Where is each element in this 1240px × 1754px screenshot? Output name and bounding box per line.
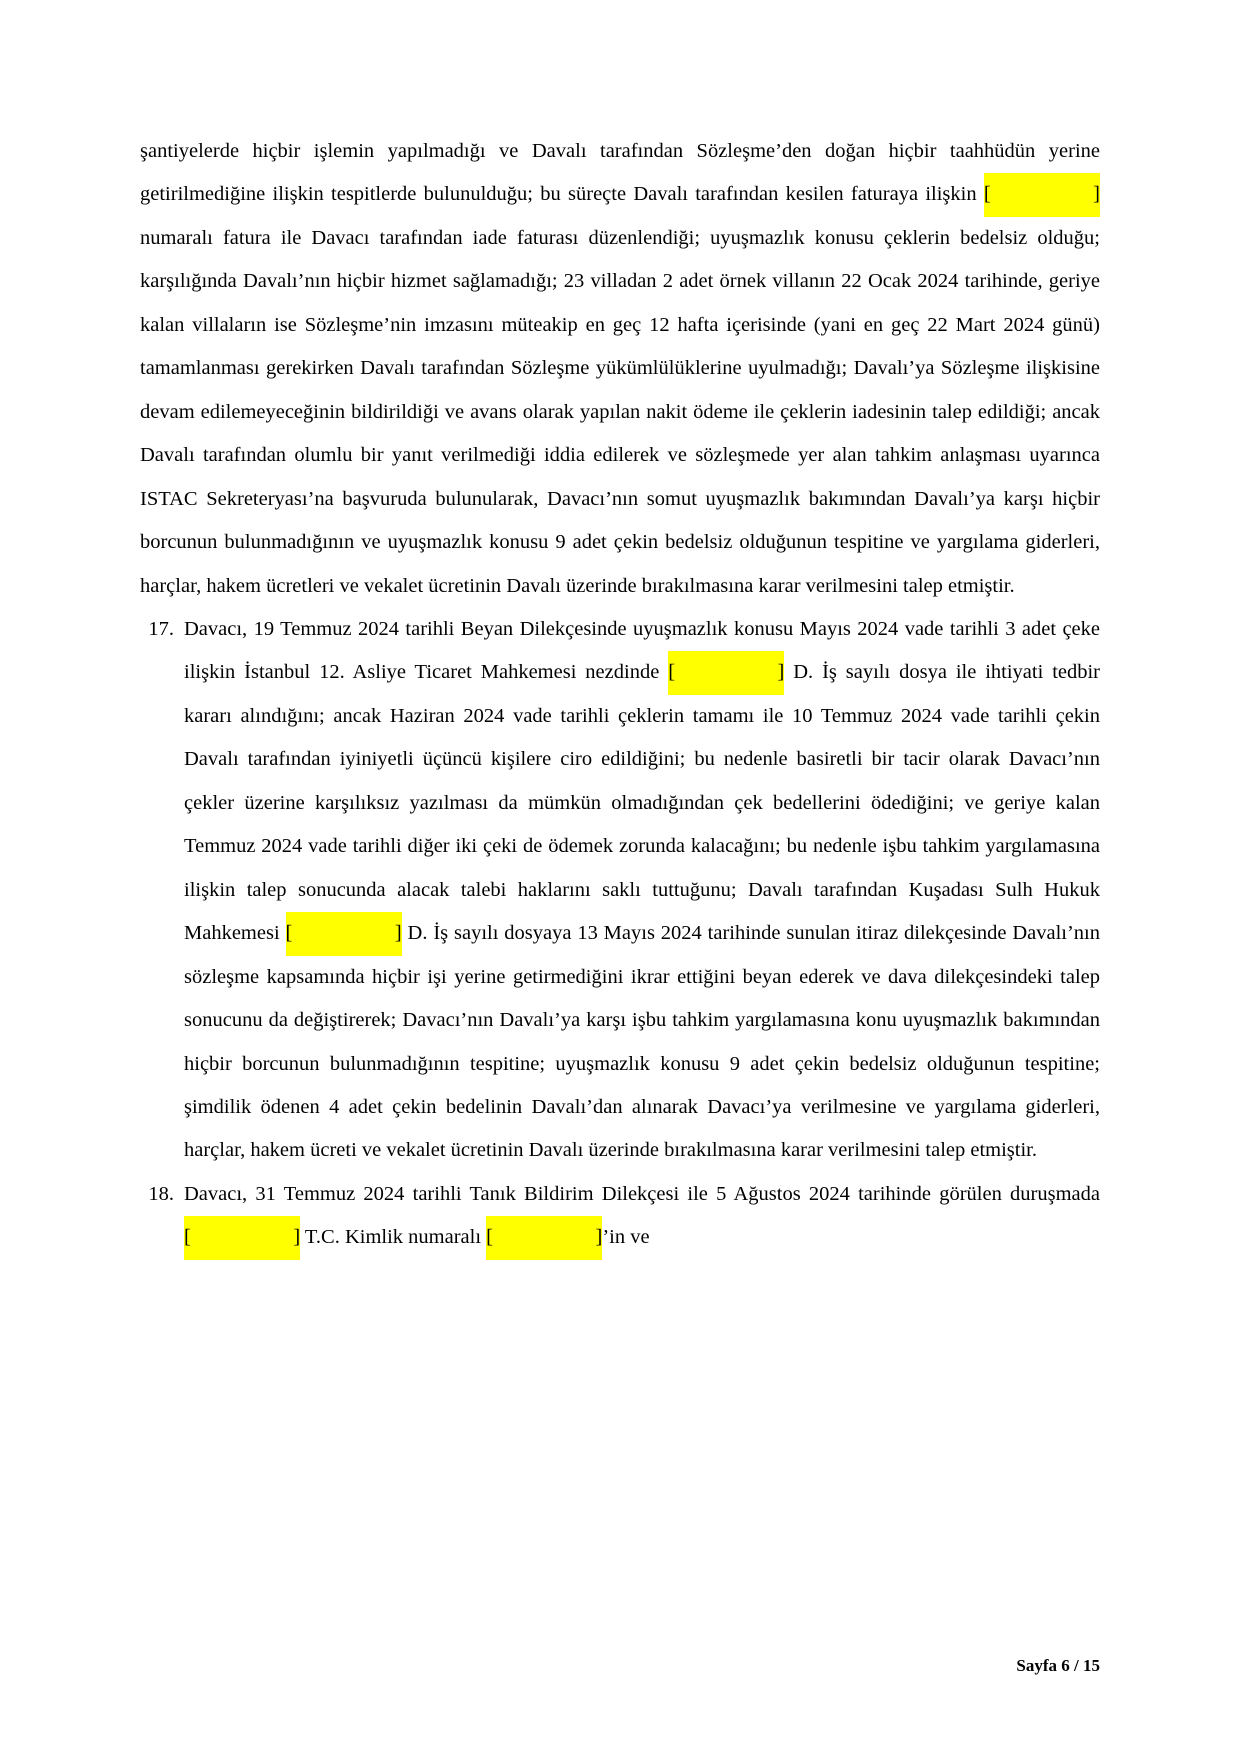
redacted-field-case-number-kusadasi: [ ] — [286, 912, 402, 955]
redacted-field-case-number-istanbul: [ ] — [668, 651, 784, 694]
list-item-18-number: 18. — [148, 1182, 174, 1205]
page-footer: Sayfa 6 / 15 — [1016, 1656, 1100, 1675]
paragraph-continuation-text-part1: şantiyelerde hiçbir işlemin yapılmadığı ve Davalı tarafından Sözleşme’den doğan hiçbir taahhüdün yerine getirilmediğine ilişkin tespitlerde bulunulduğu; bu süreçte Davalı tarafından kesilen faturaya ilişkin — [140, 140, 1100, 206]
list-item-17-part1: Davacı, 19 Temmuz 2024 tarihli Beyan Dilekçesinde uyuşmazlık konusu Mayıs 2024 vade tarihli 3 adet çeke ilişkin İstanbul 12. Asliye Ticaret Mahkemesi nezdinde — [184, 617, 1100, 684]
list-item-17-text — [184, 608, 1100, 1173]
document-body — [140, 130, 1100, 1260]
list-item-18-text — [184, 1173, 1100, 1260]
redacted-field-invoice-number: [ ] — [984, 173, 1100, 216]
redacted-field-national-id: [ ] — [184, 1216, 300, 1259]
list-item-18-part1: Davacı, 31 Temmuz 2024 tarihli Tanık Bildirim Dilekçesi ile 5 Ağustos 2024 tarihinde görülen duruşmada — [184, 1182, 1100, 1205]
list-item-18-part2: T.C. Kimlik numaralı — [300, 1226, 487, 1249]
list-item-17 — [140, 608, 1100, 1173]
list-item-18 — [140, 1173, 1100, 1260]
list-item-18-part3: ’in ve — [602, 1226, 650, 1249]
list-item-17-part2: D. İş sayılı dosya ile ihtiyati tedbir kararı alındığını; ancak Haziran 2024 vade tarihli çeklerin tamamı ile 10 Temmuz 2024 vade tarihli çekin Davalı tarafından iyiniyetli üçüncü kişilere ciro edildiğini; bu nedenle basiretli bir tacir olarak Davacı’nın çekler üzerine karşılıksız yazılması da mümkün olmadığından çek bedellerini ödediğini; ve geriye kalan Temmuz 2024 vade tarihli diğer iki çeki de ödemek zorunda kalacağını; bu nedenle işbu tahkim yargılamasına ilişkin talep sonucunda alacak talebi haklarını saklı tuttuğunu; Davalı tarafından Kuşadası Sulh Hukuk Mahkemesi — [184, 661, 1101, 945]
paragraph-continuation — [140, 130, 1100, 608]
list-item-17-number: 17. — [148, 617, 174, 640]
redacted-field-witness-name: [ ] — [486, 1216, 602, 1259]
list-item-17-part3: D. İş sayılı dosyaya 13 Mayıs 2024 tarihinde sunulan itiraz dilekçesinde Davalı’nın sözleşme kapsamında hiçbir işi yerine getirmediğini ikrar ettiğini beyan ederek ve dava dilekçesindeki talep sonucunu da değiştirerek; Davacı’nın Davalı’ya karşı işbu tahkim yargılamasına konu uyuşmazlık bakımından hiçbir borcunun bulunmadığının tespitine; uyuşmazlık konusu 9 adet çekin bedelsiz olduğunun tespitine; şimdilik ödenen 4 adet çekin bedelinin Davalı’dan alınarak Davacı’ya verilmesine ve yargılama giderleri, harçlar, hakem ücreti ve vekalet ücretinin Davalı üzerinde bırakılmasına karar verilmesini talep etmiştir. — [184, 922, 1100, 1162]
paragraph-continuation-text-part2: numaralı fatura ile Davacı tarafından iade faturası düzenlendiği; uyuşmazlık konusu çeklerin bedelsiz olduğu; karşılığında Davalı’nın hiçbir hizmet sağlamadığı; 23 villadan 2 adet örnek villanın 22 Ocak 2024 tarihinde, geriye kalan villaların ise Sözleşme’nin imzasını müteakip en geç 12 hafta içerisinde (yani en geç 22 Mart 2024 günü) tamamlanması gerekirken Davalı tarafından Sözleşme yükümlülüklerine uyulmadığı; Davalı’ya Sözleşme ilişkisine devam edilemeyeceğinin bildirildiği ve avans olarak yapılan nakit ödeme ile çeklerin iadesinin talep edildiği; ancak Davalı tarafından olumlu bir yanıt verilmediği iddia edilerek ve sözleşmede yer alan tahkim anlaşması uyarınca ISTAC Sekreteryası’na başvuruda bulunularak, Davacı’nın somut uyuşmazlık bakımından Davalı’ya karşı hiçbir borcunun bulunmadığının ve uyuşmazlık konusu 9 adet çekin bedelsiz olduğunun tespitine ve yargılama giderleri, harçlar, hakem ücretleri ve vekalet ücretinin Davalı üzerinde bırakılmasına karar verilmesini talep etmiştir. — [140, 226, 1100, 597]
